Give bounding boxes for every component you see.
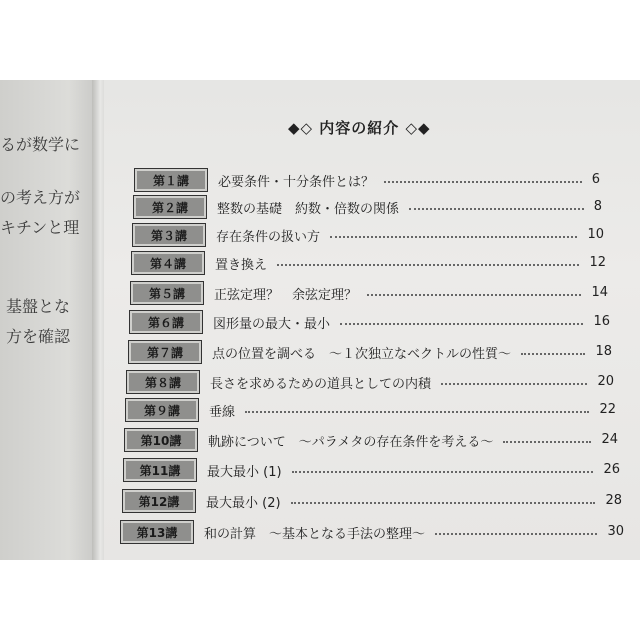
lecture-topic: 最大最小 (1) (207, 465, 282, 480)
page-number: 8 (593, 199, 602, 214)
lecture-topic: 点の位置を調べる ～１次独立なベクトルの性質～ (212, 347, 512, 362)
lecture-number-label: 第13講 (120, 520, 194, 544)
lecture-topic: 置き換え (215, 258, 268, 273)
lecture-topic: 必要条件・十分条件とは？ (218, 175, 375, 190)
toc-title: ◆◇ 内容の紹介 ◇◆ (288, 119, 431, 137)
page-number: 18 (595, 344, 612, 359)
toc-entry (123, 458, 620, 482)
dot-leader (291, 502, 595, 504)
lecture-topic: 和の計算 ～基本となる手法の整理～ (204, 527, 426, 542)
left-page-line: 方を確認 (6, 327, 71, 346)
toc-entry (129, 310, 610, 334)
page-number: 14 (591, 285, 608, 300)
toc-entry (134, 168, 600, 192)
left-page (0, 80, 98, 560)
left-page-line: の考え方が (0, 188, 81, 207)
toc-entry (122, 489, 622, 513)
lecture-topic: 正弦定理？ 余弦定理？ (214, 288, 358, 303)
dot-leader (367, 294, 581, 296)
lecture-topic: 垂線 (209, 405, 236, 420)
lecture-number-label: 第10講 (124, 428, 198, 452)
lecture-number-label: 第９講 (125, 398, 199, 422)
toc-entry (132, 223, 604, 247)
left-page-line: 基盤とな (6, 297, 71, 316)
page-number: 28 (605, 493, 622, 508)
dot-leader (409, 208, 584, 210)
page-number: 20 (597, 374, 614, 389)
dot-leader (330, 236, 577, 238)
toc-entry (128, 340, 612, 364)
page-number: 22 (599, 402, 616, 417)
lecture-topic: 最大最小 (2) (206, 496, 281, 511)
dot-leader (292, 471, 593, 473)
left-page-line: キチンと理 (0, 218, 80, 237)
lecture-topic: 存在条件の扱い方 (216, 230, 321, 245)
toc-entry (125, 398, 616, 422)
toc-entry (131, 251, 606, 275)
dot-leader (441, 383, 587, 385)
page-number: 12 (589, 255, 606, 270)
dot-leader (503, 441, 591, 443)
lecture-number-label: 第11講 (123, 458, 197, 482)
page-number: 16 (593, 314, 610, 329)
lecture-number-label: 第８講 (126, 370, 200, 394)
lecture-number-label: 第６講 (129, 310, 203, 334)
lecture-topic: 整数の基礎 約数・倍数の関係 (217, 202, 400, 217)
toc-entry (133, 195, 602, 219)
dot-leader (340, 323, 583, 325)
dot-leader (277, 264, 579, 266)
lecture-number-label: 第12講 (122, 489, 196, 513)
page-number: 6 (591, 172, 600, 187)
lecture-topic: 軌跡について ～パラメタの存在条件を考える～ (208, 435, 494, 450)
lecture-number-label: 第５講 (130, 281, 204, 305)
page-number: 30 (607, 524, 624, 539)
dot-leader (435, 533, 597, 535)
toc-entry (126, 370, 614, 394)
dot-leader (384, 181, 582, 183)
lecture-number-label: 第１講 (134, 168, 208, 192)
dot-leader (245, 411, 589, 413)
lecture-topic: 図形量の最大・最小 (213, 317, 331, 332)
toc-entry (124, 428, 618, 452)
toc-entry (130, 281, 608, 305)
left-page-line: るが数学に (0, 135, 81, 154)
lecture-number-label: 第３講 (132, 223, 206, 247)
lecture-topic: 長さを求めるための道具としての内積 (210, 377, 432, 392)
dot-leader (521, 353, 585, 355)
lecture-number-label: 第２講 (133, 195, 207, 219)
lecture-number-label: 第７講 (128, 340, 202, 364)
page-number: 26 (603, 462, 620, 477)
toc-entry (120, 520, 624, 544)
page-number: 24 (601, 432, 618, 447)
lecture-number-label: 第４講 (131, 251, 205, 275)
page-number: 10 (587, 227, 604, 242)
